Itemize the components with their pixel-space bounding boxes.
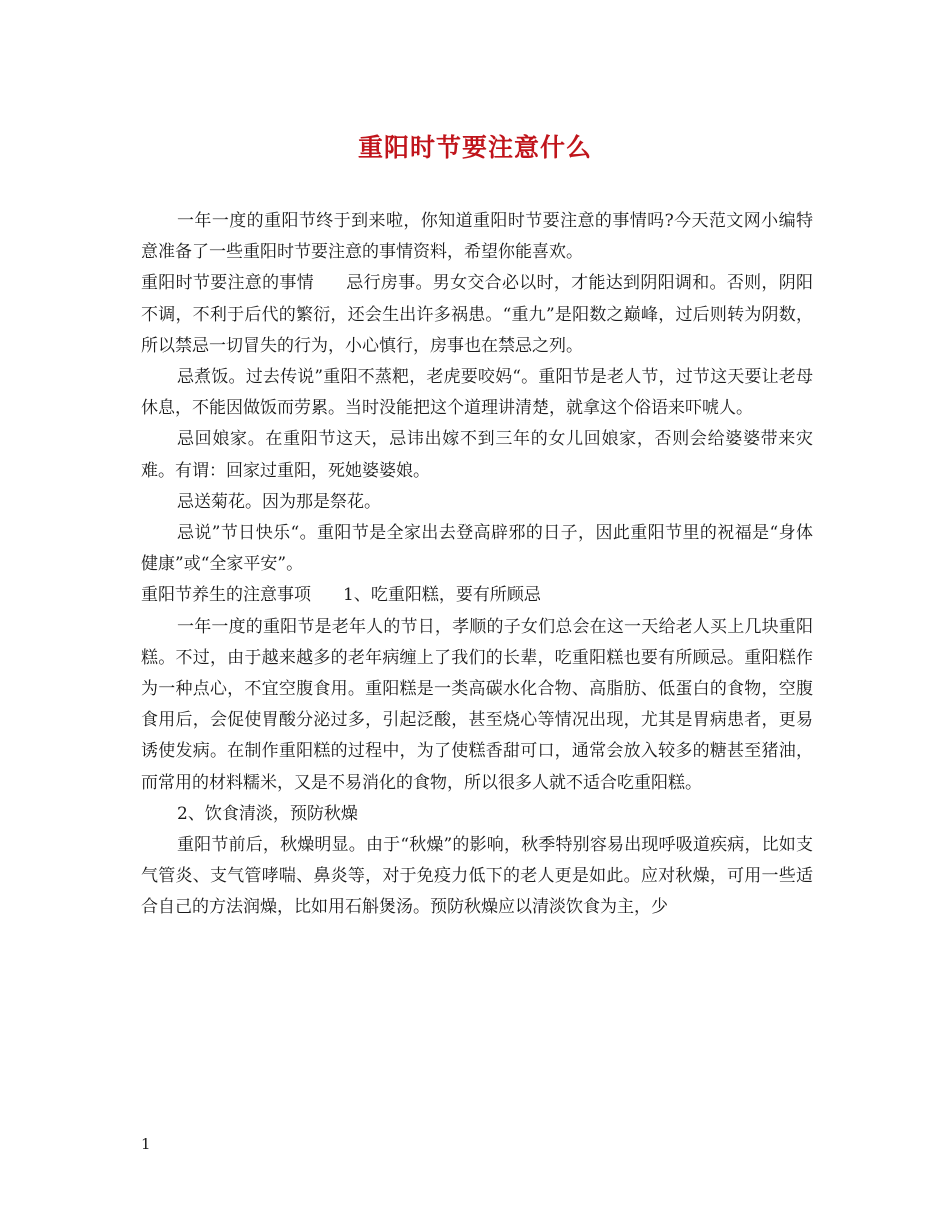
paragraph-autumn-dryness: 重阳节前后，秋燥明显。由于“秋燥”的影响，秋季特别容易出现呼吸道疾病，比如支气管炎、支气管哮喘、鼻炎等，对于免疫力低下的老人更是如此。应对秋燥，可用一些适合自己的方法润燥，比如用石斛煲汤。预防秋燥应以清淡饮食为主，少 — [141, 835, 813, 918]
page-number: 1 — [141, 1135, 151, 1153]
paragraph-greeting: 忌说”节日快乐“。重阳节是全家出去登高辟邪的日子，因此重阳节里的祝福是“身体健康”或“全家平安”。 — [141, 523, 813, 575]
section-heading-taboos: 重阳时节要注意的事情 — [141, 273, 314, 294]
paragraph-intro: 一年一度的重阳节终于到来啦，你知道重阳时节要注意的事情吗?今天范文网小编特意准备了一些重阳时节要注意的事情资料，希望你能喜欢。 — [141, 211, 813, 263]
section-2-text: 1、吃重阳糕，要有所顾忌 — [343, 585, 541, 606]
paragraph-cake: 一年一度的重阳节是老年人的节日，孝顺的子女们总会在这一天给老人买上几块重阳糕。不过，由于越来越多的老年病缠上了我们的长辈，吃重阳糕也要有所顾忌。重阳糕作为一种点心，不宜空腹食用。重阳糕是一类高碳水化合物、高脂肪、低蛋白的食物，空腹食用后，会促使胃酸分泌过多，引起泛酸，甚至烧心等情况出现，尤其是胃病患者，更易诱使发病。在制作重阳糕的过程中，为了使糕香甜可口，通常会放入较多的糖甚至猪油，而常用的材料糯米，又是不易消化的食物，所以很多人就不适合吃重阳糕。 — [141, 616, 813, 793]
paragraph-chrysanthemum: 忌送菊花。因为那是祭花。 — [177, 491, 381, 512]
document-body — [141, 206, 813, 924]
paragraph-section-2 — [141, 580, 813, 611]
paragraph-visit-home: 忌回娘家。在重阳节这天，忌讳出嫁不到三年的女儿回娘家，否则会给婆婆带来灾难。有谓：回家过重阳，死她婆婆娘。 — [141, 429, 813, 481]
paragraph-cooking: 忌煮饭。过去传说”重阳不蒸粑，老虎要咬妈“。重阳节是老人节，过节这天要让老母休息，不能因做饭而劳累。当时没能把这个道理讲清楚，就拿这个俗语来吓唬人。 — [141, 367, 813, 419]
paragraph-diet-heading: 2、饮食清淡，预防秋燥 — [177, 803, 358, 824]
paragraph-section-1 — [141, 268, 813, 362]
document-title: 重阳时节要注意什么 — [357, 133, 592, 162]
section-1-text: 忌行房事。男女交合必以时，才能达到阴阳调和。否则，阴阳不调，不利于后代的繁衍，还会生出许多祸患。“重九”是阳数之巅峰，过后则转为阴数，所以禁忌一切冒失的行为，小心慎行，房事也在禁忌之列。 — [141, 273, 814, 356]
section-heading-health: 重阳节养生的注意事项 — [141, 585, 311, 606]
